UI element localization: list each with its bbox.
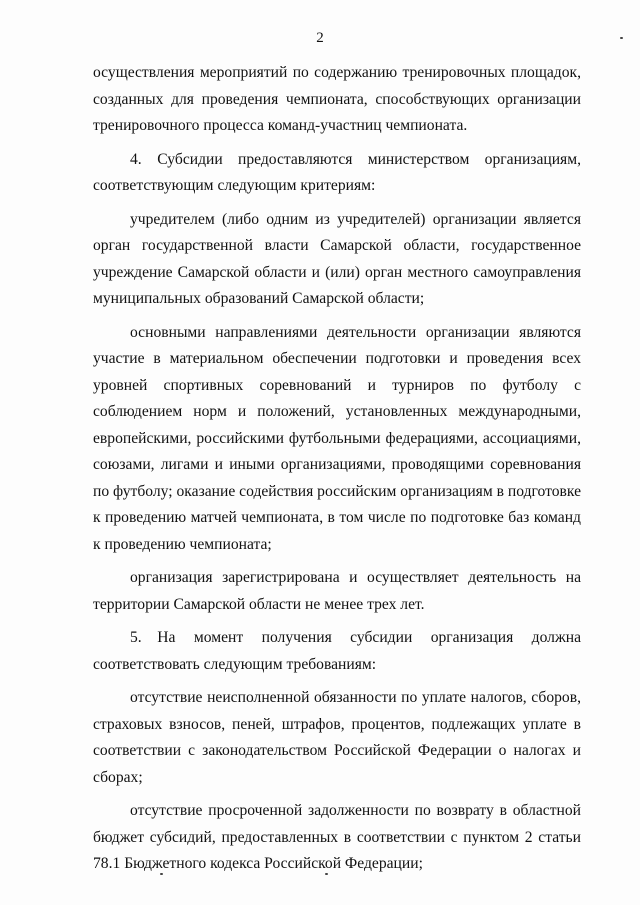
document-body: [93, 60, 581, 878]
paragraph-item-5: 5. На момент получения субсидии организация должна соответствовать следующим требованиям:: [93, 629, 581, 673]
scan-mark: [620, 37, 623, 39]
paragraph-requirement-taxes: отсутствие неисполненной обязанности по уплате налогов, сборов, страховых взносов, пеней, штрафов, процентов, подлежащих уплате в соответствии с законодательством Российской Федерации о налогах и сборах;: [93, 689, 581, 786]
paragraph-item-4: 4. Субсидии предоставляются министерством организациям, соответствующим следующим критериям:: [93, 150, 581, 194]
paragraph-criterion-registration: организация зарегистрирована и осуществляет деятельность на территории Самарской области не менее трех лет.: [93, 569, 581, 613]
page-number: 2: [316, 30, 324, 46]
paragraph-requirement-debt: отсутствие просроченной задолженности по возврату в областной бюджет субсидий, предоставленных в соответствии с пунктом 2 статьи 78.1 Бюджетного кодекса Российской Федерации;: [93, 802, 581, 872]
paragraph-criterion-activities: основными направлениями деятельности организации являются участие в материальном обеспечении подготовки и проведения всех уровней спортивных соревнований и турниров по футболу с соблюдением норм и положений, установленных международными, европейскими, российскими футбольными федерациями, ассоциациями, союзами, лигами и иными организациями, проводящими соревнования по футболу; оказание содействия российским организациям в подготовке к проведению матчей чемпионата, в том числе по подготовке баз команд к проведению чемпионата;: [93, 323, 581, 553]
paragraph-continuation: осуществления мероприятий по содержанию тренировочных площадок, созданных для проведения чемпионата, способствующих организации тренировочного процесса команд-участниц чемпионата.: [93, 64, 581, 134]
paragraph-criterion-founder: учредителем (либо одним из учредителей) организации является орган государственной власти Самарской области, государственное учреждение Самарской области и (или) орган местного самоуправления муниципальных образований Самарской области;: [93, 210, 581, 307]
